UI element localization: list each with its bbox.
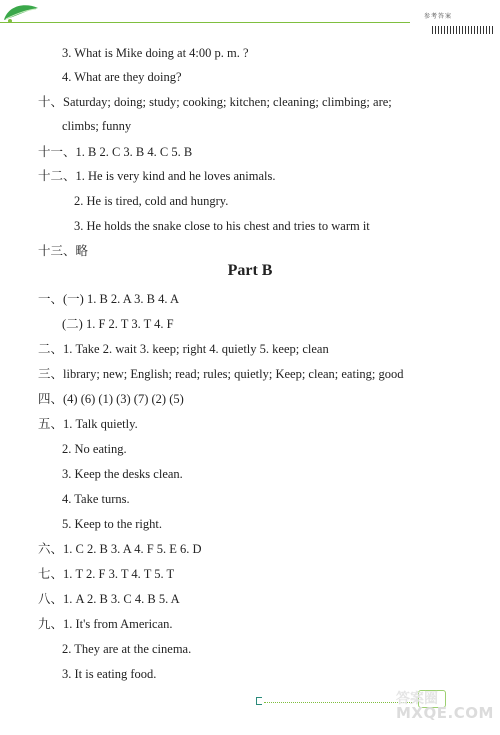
answer-line: 十二、1. He is very kind and he loves animals.: [38, 169, 276, 183]
watermark-logo: 答案圈: [396, 691, 438, 707]
answer-line: 4. Take turns.: [62, 492, 130, 506]
answer-line: 六、1. C 2. B 3. A 4. F 5. E 6. D: [38, 542, 202, 556]
answer-line: 3. Keep the desks clean.: [62, 467, 183, 481]
answer-line: 十、Saturday; doing; study; cooking; kitchen; cleaning; climbing; are;: [38, 95, 392, 109]
answer-line: 3. He holds the snake close to his chest and tries to warm it: [74, 219, 370, 233]
answer-line: 二、1. Take 2. wait 3. keep; right 4. quietly 5. keep; clean: [38, 342, 329, 356]
answer-line: 四、(4) (6) (1) (3) (7) (2) (5): [38, 392, 184, 406]
header-label: 参考答案: [423, 13, 452, 20]
answer-line: 十一、1. B 2. C 3. B 4. C 5. B: [38, 145, 193, 159]
answer-line: 3. What is Mike doing at 4:00 p. m. ?: [62, 46, 249, 60]
answer-line: 七、1. T 2. F 3. T 4. T 5. T: [38, 567, 175, 581]
answer-line: 2. He is tired, cold and hungry.: [74, 194, 229, 208]
answer-line: climbs; funny: [62, 119, 132, 133]
footer-dotted-rule: [264, 702, 414, 704]
answer-line: 4. What are they doing?: [62, 70, 182, 84]
answer-line: 八、1. A 2. B 3. C 4. B 5. A: [38, 592, 180, 606]
answer-line: 一、(一) 1. B 2. A 3. B 4. A: [38, 292, 179, 306]
watermark-text: MXQE.COM: [396, 704, 494, 722]
answer-line: 2. No eating.: [62, 442, 127, 456]
answer-line: (二) 1. F 2. T 3. T 4. F: [62, 317, 174, 331]
answer-line: 五、1. Talk quietly.: [38, 417, 138, 431]
answer-line: 3. It is eating food.: [62, 667, 157, 681]
footer-bracket-icon: [256, 697, 262, 705]
answer-line: 5. Keep to the right.: [62, 517, 162, 531]
answer-line: 九、1. It's from American.: [38, 617, 173, 631]
leaf-logo-icon: [2, 2, 42, 24]
answer-line: 十三、略: [38, 244, 89, 258]
answer-line: 三、library; new; English; read; rules; quietly; Keep; clean; eating; good: [38, 367, 404, 381]
page-header: [0, 0, 500, 40]
section-title: Part B: [227, 262, 273, 279]
header-rule: [0, 22, 410, 23]
header-barcode: [432, 26, 494, 34]
answer-line: 2. They are at the cinema.: [62, 642, 192, 656]
